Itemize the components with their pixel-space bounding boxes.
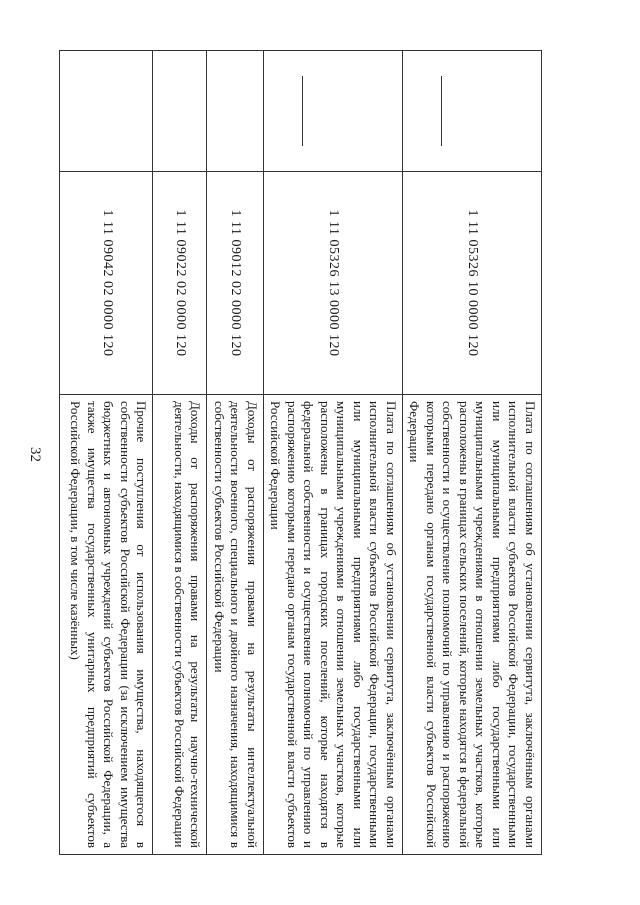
table-row (60, 51, 153, 855)
description-cell: Плата по соглашениям об установлении сервитута, заключённым органами исполнительной власти субъектов Российской Федерации, государственными или муниципальными предприятиями либо государственными или муниципальными учреждениями в отношении земельных участков, которые расположены в границах сельских поселений, которые находятся в федеральной собственности и осуществление полномочий по управлению и распоряжению которыми передано органам государственной власти субъектов Российской Федерации (403, 395, 542, 855)
revenue-codes-table (60, 50, 543, 855)
code-cell: 1 11 05326 13 0000 120 (264, 172, 403, 395)
code-cell: 1 11 09022 02 0000 120 (153, 172, 207, 395)
table-row (403, 51, 542, 855)
blank-cell (403, 51, 542, 172)
rotated-table-container (68, 50, 542, 855)
description-cell: Прочие поступления от использования имущества, находящегося в собственности субъектов Российской Федерации (за исключением имущества бюджетных и автономных учреждений субъектов Российской Федерации, а также имущества государственных унитарных предприятий субъектов Российской Федерации, в том числе казённых) (60, 395, 153, 855)
blank-cell (153, 51, 207, 172)
code-cell: 1 11 05326 10 0000 120 (403, 172, 542, 395)
description-cell: Доходы от распоряжения правами на результаты научно-технической деятельности, находящимися в собственности субъектов Российской Федерации (153, 395, 207, 855)
table-row (153, 51, 207, 855)
code-cell: 1 11 09012 02 0000 120 (207, 172, 264, 395)
description-cell: Плата по соглашениям об установлении сервитута, заключённым органами исполнительной власти субъектов Российской Федерации, государственными или муниципальными предприятиями либо государственными или муниципальными учреждениями в отношении земельных участков, которые расположены в границах городских поселений, которые находятся в федеральной собственности и осуществление полномочий по управлению и распоряжению которыми передано органам государственной власти субъектов Российской Федерации (264, 395, 403, 855)
blank-cell (60, 51, 153, 172)
table-row (207, 51, 264, 855)
table-wrapper (68, 50, 542, 855)
blank-cell (207, 51, 264, 172)
table-row (264, 51, 403, 855)
description-cell: Доходы от распоряжения правами на результаты интеллектуальной деятельности военного, специального и двойного назначения, находящимися в собственности субъектов Российской Федерации (207, 395, 264, 855)
dash-line (441, 76, 442, 146)
page-number: 32 (27, 447, 43, 462)
code-cell: 1 11 09042 02 0000 120 (60, 172, 153, 395)
dash-line (302, 76, 303, 146)
blank-cell (264, 51, 403, 172)
